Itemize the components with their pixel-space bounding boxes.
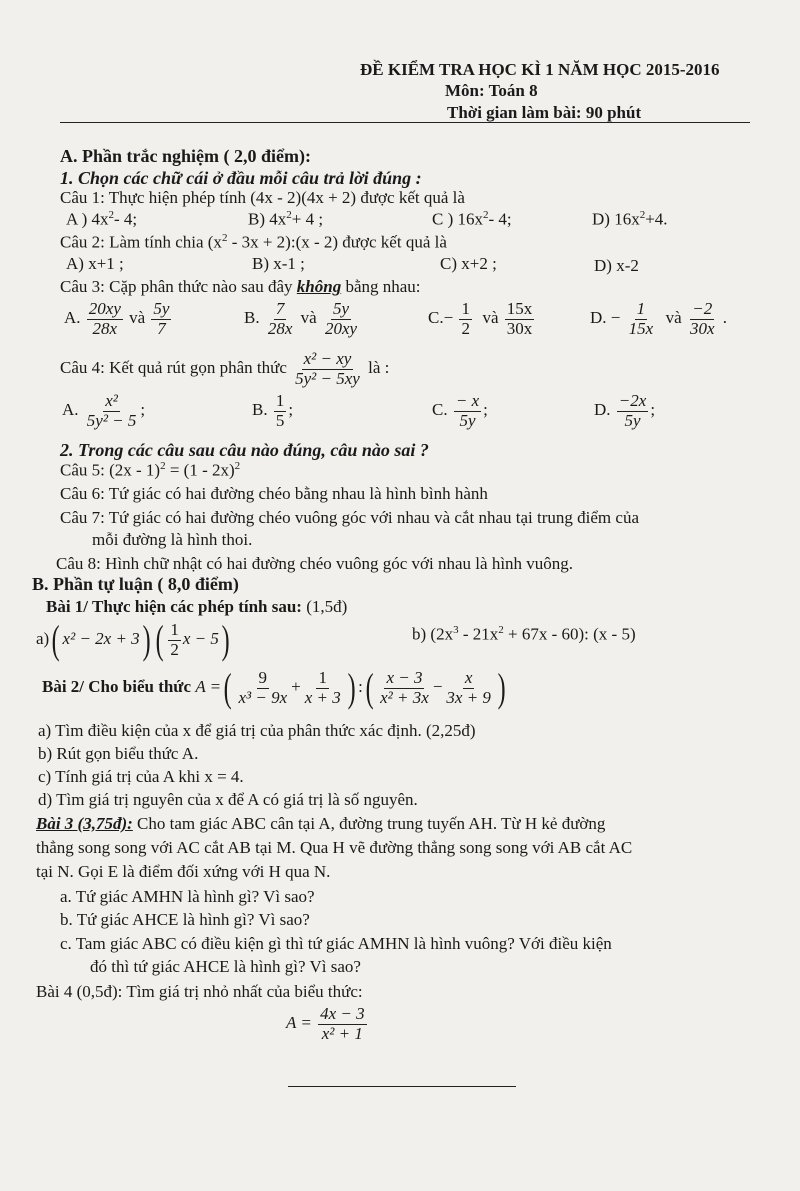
q3-option-d: D. − $\frac{1}{15x}$ và $\frac{-2}{30x}$ . — [590, 299, 728, 338]
bai-2-expression: Bài 2/ Cho biểu thức A =( $\frac{9}{\text{x³ − 9x}}$ + $\frac{1}{x + 3}$ ) :( $\frac{x - 3}{\text{x² + 3x}}$ − $\frac{x}{3x + 9}$ ) — [42, 665, 506, 710]
bai-2-c: c) Tính giá trị của A khi x = 4. — [38, 767, 244, 786]
question-1: Câu 1: Thực hiện phép tính (4x - 2)(4x + 2) được kết quả là — [60, 188, 465, 207]
q4-option-c: C. $\frac{- x}{5y}$ ; — [432, 391, 488, 430]
section-1-title: 1. Chọn các chữ cái ở đầu mỗi câu trả lời đúng : — [60, 168, 422, 188]
question-6: Câu 6: Tứ giác có hai đường chéo bằng nhau là hình bình hành — [60, 484, 488, 503]
bai-1-title: Bài 1/ Thực hiện các phép tính sau: (1,5đ) — [46, 597, 348, 616]
q4-option-d: D. $\frac{-2x}{5y}$ ; — [594, 391, 656, 430]
q2-option-b: B) x-1 ; — [252, 254, 305, 273]
q1-option-b: B) $4x^2+ 4$ ; — [248, 209, 324, 229]
bai-3-line-1: Bài 3 (3,75đ): Cho tam giác ABC cân tại A, đường trung tuyến AH. Từ H kẻ đường — [36, 814, 606, 833]
bai-1-b: b) $(2x^3 - 21x^2 + 67x - 60)$: (x - 5) — [412, 624, 636, 644]
q1-option-c: C ) $16x^2-$ 4; — [432, 209, 512, 229]
bai-1-a: a)( x² − 2x + 3) ( $\frac{1}{2}$ x − 5) — [36, 617, 230, 662]
bai-2-b: b) Rút gọn biểu thức A. — [38, 744, 199, 763]
question-4: Câu 4: Kết quả rút gọn phân thức $\frac{\text{x² − xy}}{\text{5y² − 5xy}}$ là : — [60, 349, 390, 388]
exam-subject: Môn: Toán 8 — [445, 81, 538, 100]
header-divider — [60, 122, 750, 123]
q1-option-a: A ) $4x^2-$ 4; — [66, 209, 138, 229]
bai-2-a: a) Tìm điều kiện của x để giá trị của phân thức xác định. (2,25đ) — [38, 721, 476, 740]
bai-3-c-cont: đó thì tứ giác AHCE là hình gì? Vì sao? — [90, 957, 361, 976]
q4-option-a: A. $\frac{\text{x²}}{\text{5y² − 5}}$ ; — [62, 391, 146, 430]
question-7-cont: mỗi đường là hình thoi. — [92, 530, 253, 549]
bai-3-a: a. Tứ giác AMHN là hình gì? Vì sao? — [60, 887, 315, 906]
question-3: Câu 3: Cặp phân thức nào sau đây không bằng nhau: — [60, 277, 421, 296]
question-7: Câu 7: Tứ giác có hai đường chéo vuông góc với nhau và cắt nhau tại trung điểm của — [60, 508, 639, 527]
q1-option-d: D) $16x^2+4$. — [592, 209, 668, 229]
section-2-title: 2. Trong các câu sau câu nào đúng, câu nào sai ? — [60, 440, 429, 460]
question-8: Câu 8: Hình chữ nhật có hai đường chéo vuông góc với nhau là hình vuông. — [56, 554, 574, 573]
bai-3-line-2: thẳng song song với AC cắt AB tại M. Qua H vẽ đường thẳng song song với AB cắt AC — [36, 838, 633, 857]
end-divider — [288, 1086, 516, 1087]
question-2: Câu 2: Làm tính chia ($x^2 - 3x$ + 2):(x - 2) được kết quả là — [60, 232, 447, 252]
exam-time: Thời gian làm bài: 90 phút — [447, 103, 642, 122]
q2-option-c: C) x+2 ; — [440, 254, 497, 273]
bai-3-c: c. Tam giác ABC có điều kiện gì thì tứ giác AMHN là hình vuông? Với điều kiện — [60, 934, 612, 953]
bai-4-expression: A = $\frac{4x - 3}{\text{x² + 1}}$ — [286, 1004, 365, 1043]
part-a-title: A. Phần trắc nghiệm ( 2,0 điểm): — [60, 146, 311, 166]
bai-2-d: d) Tìm giá trị nguyên của x để A có giá trị là số nguyên. — [38, 790, 418, 809]
q2-option-a: A) x+1 ; — [66, 254, 124, 273]
q2-option-d: D) x-2 — [594, 256, 639, 275]
exam-title: ĐỀ KIỂM TRA HỌC KÌ 1 NĂM HỌC 2015-2016 — [360, 60, 720, 79]
bai-3-line-3: tại N. Gọi E là điểm đối xứng với H qua N. — [36, 862, 331, 881]
q3-option-c: C.− $\frac{1}{2}$ và $\frac{15x}{30x}$ — [428, 299, 533, 338]
part-b-title: B. Phần tự luận ( 8,0 điểm) — [32, 574, 239, 594]
q3-option-a: A. $\frac{20xy}{28x}$ và $\frac{5y}{7}$ — [64, 299, 170, 338]
q4-option-b: B. $\frac{1}{5}$ ; — [252, 391, 294, 430]
bai-4-title: Bài 4 (0,5đ): Tìm giá trị nhỏ nhất của biểu thức: — [36, 982, 363, 1001]
question-5: Câu 5: (2x - 1)$^2$ = (1 - 2x)$^2$ — [60, 460, 241, 480]
q3-option-b: B. $\frac{7}{28x}$ và $\frac{5y}{20xy}$ — [244, 299, 358, 338]
bai-3-b: b. Tứ giác AHCE là hình gì? Vì sao? — [60, 910, 310, 929]
